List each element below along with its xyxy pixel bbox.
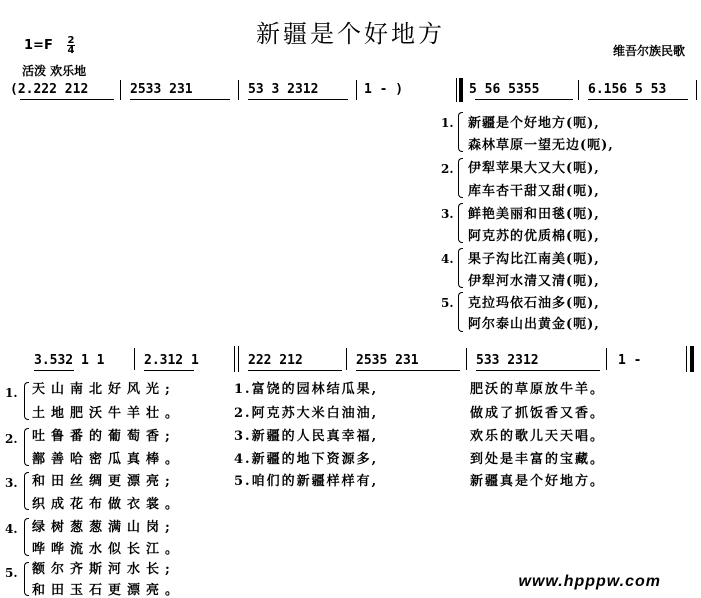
meter-bottom: 4 (67, 45, 75, 56)
staff1-measure-1: (2.222 212 (10, 82, 89, 97)
watermark: www.hpppw.com (518, 573, 661, 590)
verse-line: 吐鲁番的葡萄香; (32, 429, 176, 444)
verse-line: 1.富饶的园林结瓜果, (234, 382, 379, 397)
meter-top: 2 (67, 35, 75, 46)
barline (578, 80, 579, 100)
verse-brace (458, 203, 463, 243)
staff2-measure-1: 3.532 1 1 (34, 353, 105, 368)
song-origin: 维吾尔族民歌 (612, 44, 685, 58)
underline (144, 370, 194, 371)
verse-brace (458, 112, 463, 152)
verse-line: 伊犁河水清又清(呃), (468, 274, 600, 289)
verse-line: 新疆是个好地方(呃), (468, 116, 600, 131)
verse-brace (24, 518, 29, 556)
final-barline-thick (690, 346, 694, 372)
verse-line: 果子沟比江南美(呃), (468, 252, 600, 267)
page-title: 新疆是个好地方 (256, 20, 445, 48)
repeat-barline-thick (234, 346, 235, 372)
final-barline-thin (686, 346, 687, 372)
barline (356, 80, 357, 100)
verse-number: 1. (5, 386, 18, 400)
verse-brace (458, 292, 463, 332)
verse-line: 阿克苏的优质棉(呃), (468, 229, 600, 244)
verse-brace (24, 382, 29, 420)
verse-number: 1. (441, 116, 454, 130)
verse-line: 新疆真是个好地方。 (470, 474, 606, 489)
verse-line: 土地肥沃牛羊壮。 (32, 406, 185, 421)
staff1-measure-6: 6.156 5 53 (588, 82, 667, 97)
staff1-measure-3: 53 3 2312 (248, 82, 319, 97)
staff2-measure-2: 2.312 1 (144, 353, 199, 368)
underline (248, 370, 342, 371)
verse-line: 4.新疆的地下资源多, (234, 452, 379, 467)
verse-number: 5. (5, 566, 18, 580)
staff2-measure-6: 1 - (618, 353, 642, 368)
verse-line: 2.阿克苏大米白油油, (234, 406, 379, 421)
verse-line: 森林草原一望无边(呃), (468, 138, 614, 153)
barline (466, 348, 467, 370)
verse-line: 3.新疆的人民真幸福, (234, 429, 379, 444)
tempo-marking: 活泼 欢乐地 (22, 64, 87, 78)
underline (356, 370, 460, 371)
verse-brace (24, 472, 29, 510)
staff2-measure-5: 533 2312 (476, 353, 539, 368)
key-signature: 1=F (24, 38, 53, 53)
underline (476, 370, 600, 371)
staff1-measure-5: 5 56 5355 (469, 82, 540, 97)
verse-line: 天山南北好风光; (32, 382, 176, 397)
verse-brace (24, 428, 29, 466)
verse-brace (458, 158, 463, 198)
verse-line: 克拉玛依石油多(呃), (468, 296, 600, 311)
barline (238, 80, 239, 100)
repeat-barline-thin (238, 346, 239, 372)
verse-number: 5. (441, 296, 454, 310)
verse-line: 和田玉石更漂亮。 (32, 583, 185, 598)
verse-number: 3. (441, 207, 454, 221)
verse-number: 3. (5, 476, 18, 490)
repeat-barline-thick (459, 78, 463, 102)
underline (34, 370, 74, 371)
verse-line: 和田丝绸更漂亮; (32, 474, 176, 489)
verse-number: 2. (441, 162, 454, 176)
barline (696, 80, 697, 100)
staff1-measure-4: 1 - ) (364, 82, 404, 97)
staff2-measure-4: 2535 231 (356, 353, 419, 368)
underline (588, 99, 688, 100)
verse-line: 欢乐的歌儿天天唱。 (470, 429, 606, 444)
verse-number: 2. (5, 432, 18, 446)
verse-brace (458, 248, 463, 288)
repeat-barline-thin (456, 78, 457, 102)
underline (248, 99, 348, 100)
staff1-measure-2: 2533 231 (130, 82, 193, 97)
verse-line: 到处是丰富的宝藏。 (470, 452, 606, 467)
barline (606, 348, 607, 370)
verse-line: 阿尔泰山出黄金(呃), (468, 317, 600, 332)
underline (20, 99, 114, 100)
verse-line: 织成花布做衣裳。 (32, 497, 185, 512)
verse-line: 鄯善哈密瓜真棒。 (32, 452, 185, 467)
verse-line: 库车杏干甜又甜(呃), (468, 184, 600, 199)
barline (346, 348, 347, 370)
verse-line: 额尔齐斯河水长; (32, 562, 176, 577)
verse-number: 4. (441, 252, 454, 266)
verse-brace (24, 562, 29, 596)
verse-line: 哗哗流水似长江。 (32, 542, 185, 557)
staff2-measure-3: 222 212 (248, 353, 303, 368)
verse-line: 做成了抓饭香又香。 (470, 406, 606, 421)
barline (134, 348, 135, 370)
barline (120, 80, 121, 100)
verse-line: 绿树葱葱满山岗; (32, 520, 176, 535)
time-signature (67, 36, 75, 55)
verse-line: 伊犁苹果大又大(呃), (468, 161, 600, 176)
underline (130, 99, 230, 100)
verse-line: 5.咱们的新疆样样有, (234, 474, 379, 489)
verse-number: 4. (5, 522, 18, 536)
verse-line: 肥沃的草原放牛羊。 (470, 382, 606, 397)
verse-line: 鲜艳美丽和田毯(呃), (468, 207, 600, 222)
underline (475, 99, 573, 100)
